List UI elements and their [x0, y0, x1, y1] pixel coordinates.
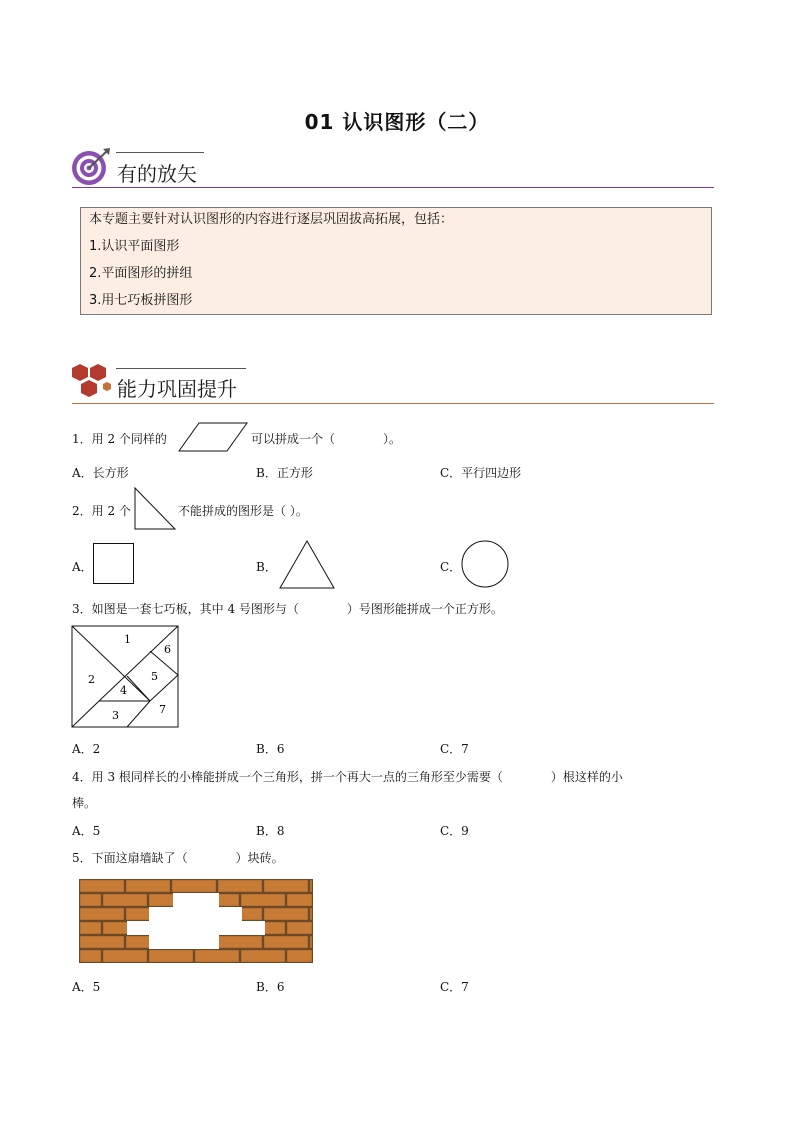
question-2-suffix: 不能拼成的图形是（ ）。 [178, 504, 308, 518]
question-2-option-a[interactable]: A． [72, 560, 93, 574]
circle-figure [460, 539, 512, 591]
question-4-line1: 4．用 3 根同样长的小棒能拼成一个三角形，拼一个再大一点的三角形至少需要（ ）根这样的小 [72, 770, 623, 784]
question-3-option-c[interactable]: C．7 [440, 742, 469, 756]
brick [287, 950, 312, 962]
question-1-prefix: 1．用 2 个同样的 [72, 432, 167, 446]
brick [195, 950, 239, 962]
tangram-label-2: 2 [88, 673, 95, 686]
question-5-option-a[interactable]: A．5 [72, 980, 101, 994]
tangram-figure [71, 625, 181, 729]
intro-item-2: 2.平面图形的拼组 [89, 266, 193, 281]
question-2-option-b[interactable]: B． [256, 560, 277, 574]
intro-item-3: 3.用七巧板拼图形 [89, 293, 193, 308]
hexagon-cluster-icon [68, 360, 114, 404]
question-3-option-a[interactable]: A．2 [72, 742, 101, 756]
tangram-label-3: 3 [112, 709, 119, 722]
question-3-option-b[interactable]: B．6 [256, 742, 285, 756]
brick [287, 922, 312, 934]
brick [149, 950, 193, 962]
tangram-label-5: 5 [151, 670, 158, 683]
page-title: 01 认识图形（二） [304, 110, 490, 134]
brick [310, 880, 312, 892]
question-4-option-b[interactable]: B．8 [256, 824, 285, 838]
brick [172, 880, 216, 892]
question-3-text: 3．如图是一套七巧板，其中 4 号图形与（ ）号图形能拼成一个正方形。 [72, 602, 503, 616]
question-2-option-c[interactable]: C． [440, 560, 462, 574]
brick [80, 908, 124, 920]
question-1-option-b[interactable]: B．正方形 [256, 466, 313, 480]
right-triangle-figure [133, 486, 177, 532]
question-2-prefix: 2．用 2 个 [72, 504, 131, 518]
brick [310, 936, 312, 948]
tangram-label-1: 1 [124, 633, 131, 646]
section2-divider [72, 403, 714, 404]
square-figure [92, 542, 136, 586]
brick [218, 880, 262, 892]
brick [264, 936, 308, 948]
brick [80, 894, 101, 906]
question-5-text: 5．下面这扇墙缺了（ ）块砖。 [72, 851, 284, 865]
tangram-label-7: 7 [159, 703, 166, 716]
brick [80, 880, 124, 892]
brick [80, 950, 101, 962]
question-5-option-c[interactable]: C．7 [440, 980, 469, 994]
brick [80, 922, 101, 934]
brick [80, 936, 124, 948]
tangram-label-6: 6 [164, 643, 171, 656]
brick [241, 894, 285, 906]
section2-title: 能力巩固提升 [117, 377, 237, 401]
brick-wall-figure [79, 879, 313, 963]
triangle-figure [277, 539, 337, 591]
question-1-suffix: 可以拼成一个（ ）。 [251, 432, 402, 446]
brick [310, 908, 312, 920]
question-5-option-b[interactable]: B．6 [256, 980, 285, 994]
brick [287, 894, 312, 906]
brick [218, 936, 262, 948]
question-1-option-c[interactable]: C．平行四边形 [440, 466, 522, 480]
target-icon [70, 146, 112, 188]
brick [103, 950, 147, 962]
question-4-option-c[interactable]: C．9 [440, 824, 469, 838]
section2-title-underline [116, 368, 246, 369]
section1-title-underline [116, 152, 204, 153]
tangram-label-4: 4 [120, 684, 127, 697]
section1-title: 有的放矢 [117, 162, 197, 186]
brick [241, 950, 285, 962]
brick [103, 894, 147, 906]
brick [126, 880, 170, 892]
intro-box [80, 207, 712, 315]
section1-divider [72, 187, 714, 188]
intro-text: 本专题主要针对认识图形的内容进行逐层巩固拔高拓展，包括： [89, 212, 454, 227]
brick [264, 908, 308, 920]
intro-item-1: 1.认识平面图形 [89, 239, 180, 254]
question-4-line2: 棒。 [72, 796, 97, 810]
parallelogram-figure [177, 421, 249, 453]
question-1-option-a[interactable]: A．长方形 [72, 466, 129, 480]
brick [264, 880, 308, 892]
question-4-option-a[interactable]: A．5 [72, 824, 101, 838]
